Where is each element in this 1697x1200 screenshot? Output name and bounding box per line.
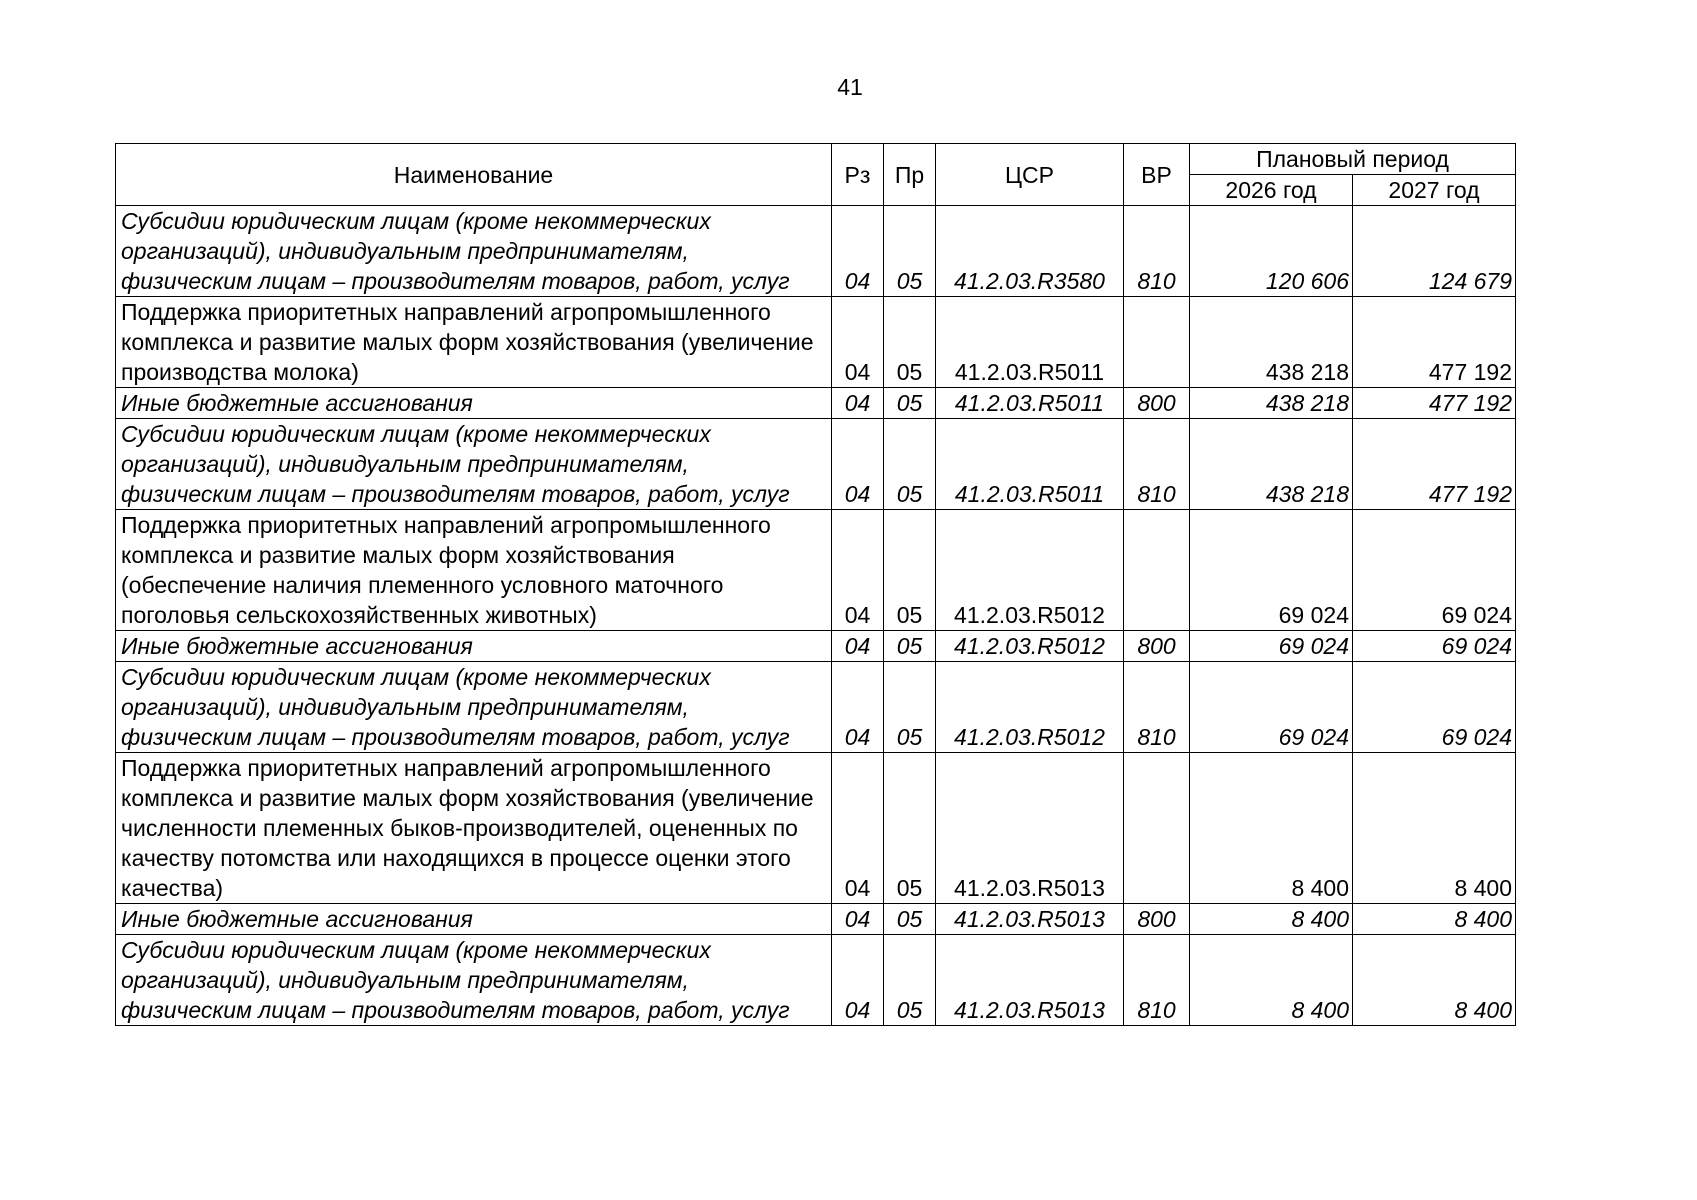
cell-pr: 05	[884, 935, 936, 1026]
cell-vr: 810	[1124, 419, 1190, 510]
cell-2027: 69 024	[1353, 631, 1516, 662]
cell-csr: 41.2.03.R3580	[936, 206, 1124, 297]
cell-name: Иные бюджетные ассигнования	[116, 631, 832, 662]
cell-2026: 438 218	[1190, 419, 1353, 510]
table-row	[116, 206, 1516, 297]
cell-csr: 41.2.03.R5013	[936, 904, 1124, 935]
cell-csr: 41.2.03.R5012	[936, 631, 1124, 662]
cell-2027: 477 192	[1353, 297, 1516, 388]
cell-vr: 800	[1124, 388, 1190, 419]
cell-pr: 05	[884, 297, 936, 388]
header-rz: Рз	[832, 144, 884, 206]
table-row	[116, 904, 1516, 935]
cell-rz: 04	[832, 935, 884, 1026]
header-csr: ЦСР	[936, 144, 1124, 206]
cell-name: Поддержка приоритетных направлений агропромышленного комплекса и развитие малых форм хозяйствования (увеличение численности племенных быков-производителей, оцененных по качеству потомства или находящихся в процессе оценки этого качества)	[116, 753, 832, 904]
cell-2027: 8 400	[1353, 904, 1516, 935]
cell-vr: 800	[1124, 631, 1190, 662]
table-row	[116, 297, 1516, 388]
cell-name: Поддержка приоритетных направлений агропромышленного комплекса и развитие малых форм хозяйствования (обеспечение наличия племенного условного маточного поголовья сельскохозяйственных животных)	[116, 510, 832, 631]
cell-rz: 04	[832, 662, 884, 753]
header-vr: ВР	[1124, 144, 1190, 206]
table-header-row	[116, 144, 1516, 175]
header-year-2027: 2027 год	[1353, 175, 1516, 206]
cell-csr: 41.2.03.R5012	[936, 510, 1124, 631]
cell-vr	[1124, 297, 1190, 388]
cell-pr: 05	[884, 206, 936, 297]
page-number: 41	[837, 74, 863, 100]
cell-name: Субсидии юридическим лицам (кроме некоммерческих организаций), индивидуальным предпринимателям, физическим лицам – производителям товаров, работ, услуг	[116, 935, 832, 1026]
cell-pr: 05	[884, 662, 936, 753]
cell-pr: 05	[884, 753, 936, 904]
cell-2027: 8 400	[1353, 753, 1516, 904]
cell-csr: 41.2.03.R5011	[936, 297, 1124, 388]
cell-2027: 477 192	[1353, 388, 1516, 419]
cell-2026: 8 400	[1190, 935, 1353, 1026]
cell-name: Иные бюджетные ассигнования	[116, 388, 832, 419]
cell-csr: 41.2.03.R5013	[936, 753, 1124, 904]
header-name: Наименование	[116, 144, 832, 206]
cell-vr: 810	[1124, 206, 1190, 297]
cell-csr: 41.2.03.R5013	[936, 935, 1124, 1026]
cell-2026: 120 606	[1190, 206, 1353, 297]
cell-2027: 69 024	[1353, 510, 1516, 631]
cell-pr: 05	[884, 419, 936, 510]
table-row	[116, 631, 1516, 662]
cell-name: Субсидии юридическим лицам (кроме некоммерческих организаций), индивидуальным предпринимателям, физическим лицам – производителям товаров, работ, услуг	[116, 419, 832, 510]
cell-2026: 69 024	[1190, 510, 1353, 631]
cell-vr: 810	[1124, 662, 1190, 753]
cell-2027: 124 679	[1353, 206, 1516, 297]
cell-pr: 05	[884, 904, 936, 935]
cell-name: Иные бюджетные ассигнования	[116, 904, 832, 935]
cell-vr	[1124, 510, 1190, 631]
cell-pr: 05	[884, 388, 936, 419]
table-row	[116, 662, 1516, 753]
cell-2026: 438 218	[1190, 297, 1353, 388]
cell-rz: 04	[832, 206, 884, 297]
header-pr: Пр	[884, 144, 936, 206]
cell-vr	[1124, 753, 1190, 904]
cell-pr: 05	[884, 631, 936, 662]
cell-name: Субсидии юридическим лицам (кроме некоммерческих организаций), индивидуальным предпринимателям, физическим лицам – производителям товаров, работ, услуг	[116, 206, 832, 297]
header-planned-period: Плановый период	[1190, 144, 1516, 175]
cell-name: Поддержка приоритетных направлений агропромышленного комплекса и развитие малых форм хозяйствования (увеличение производства молока)	[116, 297, 832, 388]
cell-2026: 8 400	[1190, 753, 1353, 904]
table-row	[116, 753, 1516, 904]
table-body	[116, 206, 1516, 1026]
table-row	[116, 935, 1516, 1026]
cell-2026: 8 400	[1190, 904, 1353, 935]
table-row	[116, 419, 1516, 510]
cell-2027: 477 192	[1353, 419, 1516, 510]
cell-rz: 04	[832, 631, 884, 662]
cell-rz: 04	[832, 388, 884, 419]
cell-2027: 69 024	[1353, 662, 1516, 753]
cell-csr: 41.2.03.R5011	[936, 388, 1124, 419]
cell-rz: 04	[832, 510, 884, 631]
cell-2026: 69 024	[1190, 662, 1353, 753]
cell-csr: 41.2.03.R5012	[936, 662, 1124, 753]
cell-vr: 800	[1124, 904, 1190, 935]
header-year-2026: 2026 год	[1190, 175, 1353, 206]
cell-vr: 810	[1124, 935, 1190, 1026]
cell-rz: 04	[832, 297, 884, 388]
budget-table	[115, 143, 1516, 1026]
cell-pr: 05	[884, 510, 936, 631]
table-row	[116, 388, 1516, 419]
cell-rz: 04	[832, 419, 884, 510]
cell-2027: 8 400	[1353, 935, 1516, 1026]
cell-name: Субсидии юридическим лицам (кроме некоммерческих организаций), индивидуальным предпринимателям, физическим лицам – производителям товаров, работ, услуг	[116, 662, 832, 753]
cell-rz: 04	[832, 904, 884, 935]
cell-2026: 69 024	[1190, 631, 1353, 662]
cell-csr: 41.2.03.R5011	[936, 419, 1124, 510]
cell-rz: 04	[832, 753, 884, 904]
table-row	[116, 510, 1516, 631]
cell-2026: 438 218	[1190, 388, 1353, 419]
